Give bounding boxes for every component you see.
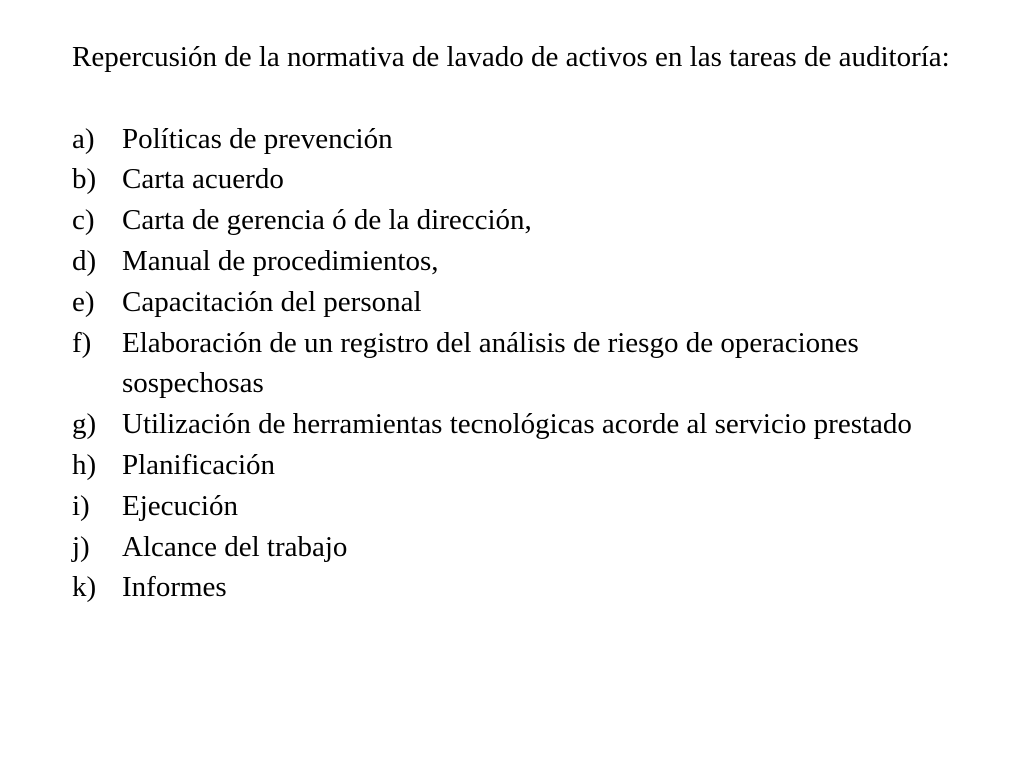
list-item-marker: f): [72, 326, 92, 359]
list-item-text: Capacitación del personal: [122, 285, 422, 318]
list-item: [72, 282, 972, 323]
list-item-text: Políticas de prevención: [122, 122, 393, 155]
list-item: [72, 241, 972, 282]
list-item-text: Carta de gerencia ó de la dirección,: [122, 204, 532, 237]
list-item: [72, 323, 972, 405]
list-item: [72, 404, 972, 445]
list-item-marker: i): [72, 489, 90, 522]
list-item: [72, 567, 972, 608]
list-item-text: Utilización de herramientas tecnológicas acorde al servicio prestado: [122, 408, 912, 441]
list-item-text: Alcance del trabajo: [122, 530, 348, 563]
list-item-marker: b): [72, 163, 97, 196]
list-item: [72, 200, 972, 241]
list-item-text: Manual de procedimientos,: [122, 244, 439, 277]
list-item: [72, 445, 972, 486]
list-item-text: Carta acuerdo: [122, 163, 284, 196]
list-item-text: Informes: [122, 571, 227, 604]
list-item-text: Elaboración de un registro del análisis de riesgo de operaciones sospechosas: [122, 326, 859, 400]
list-item-marker: d): [72, 244, 97, 277]
slide-title: Repercusión de la normativa de lavado de activos en las tareas de auditoría:: [72, 41, 950, 73]
list-item: [72, 486, 972, 527]
list-item-text: Ejecución: [122, 489, 238, 522]
list-item-marker: j): [72, 530, 90, 563]
spacer: [72, 78, 972, 119]
list-item-marker: e): [72, 285, 95, 318]
list-item-marker: g): [72, 408, 97, 441]
item-list: [72, 119, 972, 609]
list-item-marker: a): [72, 122, 95, 155]
list-item-marker: k): [72, 571, 97, 604]
list-item-marker: c): [72, 204, 95, 237]
list-item: [72, 159, 972, 200]
list-item: [72, 119, 972, 160]
list-item: [72, 527, 972, 568]
list-item-text: Planificación: [122, 448, 276, 481]
slide-content: [72, 37, 972, 608]
list-item-marker: h): [72, 448, 97, 481]
